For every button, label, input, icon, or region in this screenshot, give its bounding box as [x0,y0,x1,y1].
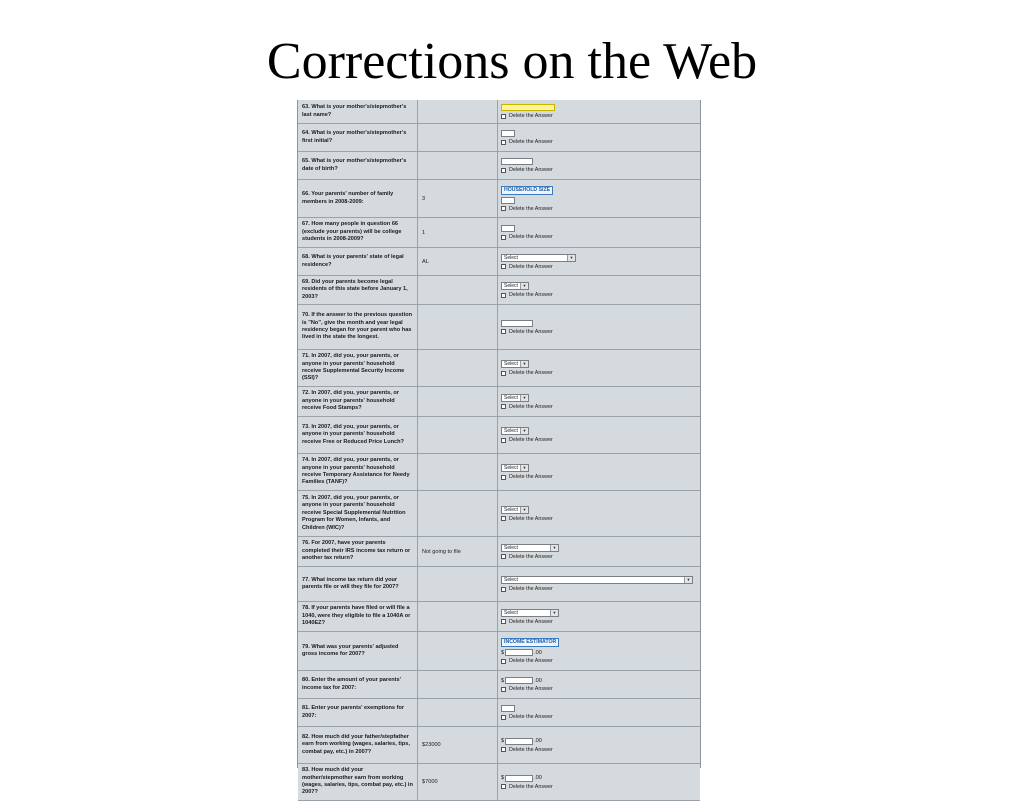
edit-cell [498,727,700,763]
delete-answer-option[interactable] [501,686,697,692]
delete-label: Delete the Answer [509,618,553,625]
delete-checkbox[interactable] [501,371,506,376]
form-row [298,602,700,632]
form-row [298,764,700,801]
delete-checkbox[interactable] [501,784,506,789]
delete-answer-option[interactable] [501,206,697,212]
edit-cell [498,276,700,304]
question-label: 67. How many people in question 66 (exclude your parents) will be college students in 2008-2009? [298,218,418,247]
question-label: 79. What was your parents' adjusted gross income for 2007? [298,632,418,670]
delete-label: Delete the Answer [509,113,553,119]
edit-cell [498,100,700,123]
edit-cell [498,491,700,536]
form-row [298,248,700,276]
current-value [418,454,498,490]
question-label: 77. What income tax return did your parents file or will they file for 2007? [298,567,418,601]
chevron-down-icon: ▼ [520,283,528,289]
select-value: Select [504,577,518,583]
delete-answer-option[interactable] [501,516,697,522]
form-row [298,417,700,454]
current-value: Not going to file [418,537,498,566]
current-value [418,567,498,601]
current-value [418,699,498,726]
delete-checkbox[interactable] [501,715,506,720]
edit-cell [498,124,700,151]
amount-field [501,649,697,656]
edit-cell [498,417,700,453]
delete-label: Delete the Answer [509,658,553,664]
answer-select[interactable] [501,609,559,617]
currency-symbol: $ [501,738,505,744]
helper-link[interactable]: INCOME ESTIMATOR [501,638,559,647]
edit-cell [498,537,700,566]
form-row [298,124,700,152]
current-value [418,305,498,349]
amount-input[interactable] [505,775,533,782]
form-row [298,276,700,305]
current-value [418,632,498,670]
edit-cell [498,218,700,247]
delete-label: Delete the Answer [509,263,553,270]
edit-cell [498,152,700,179]
question-label: 65. What is your mother's/stepmother's date of birth? [298,152,418,179]
delete-answer-option[interactable] [501,658,697,664]
question-label: 64. What is your mother's/stepmother's first initial? [298,124,418,151]
answer-select[interactable] [501,544,559,552]
delete-label: Delete the Answer [509,292,553,298]
form-row [298,727,700,764]
delete-answer-option[interactable] [501,404,697,410]
delete-label: Delete the Answer [509,714,553,720]
current-value [418,276,498,304]
form-row [298,218,700,248]
delete-label: Delete the Answer [509,234,553,240]
edit-cell [498,454,700,490]
current-value: 1 [418,218,498,247]
current-value [418,350,498,386]
form-row [298,100,700,124]
answer-select[interactable] [501,254,576,262]
form-row [298,632,700,671]
edit-cell [498,602,700,631]
current-value: $7000 [418,764,498,800]
delete-checkbox[interactable] [501,619,506,624]
delete-checkbox[interactable] [501,264,506,269]
delete-checkbox[interactable] [501,329,506,334]
delete-checkbox[interactable] [501,659,506,664]
delete-checkbox[interactable] [501,516,506,521]
question-label: 69. Did your parents become legal residents of this state before January 1, 2003? [298,276,418,304]
answer-input[interactable] [501,158,533,165]
form-row [298,180,700,218]
current-value [418,602,498,631]
amount-field [501,677,697,684]
delete-label: Delete the Answer [509,686,553,692]
delete-label: Delete the Answer [509,370,553,376]
delete-answer-option[interactable] [501,586,697,592]
select-value: Select [504,465,518,471]
current-value [418,387,498,416]
form-row [298,567,700,602]
answer-select[interactable] [501,576,693,584]
form-row [298,387,700,417]
form-row [298,152,700,180]
amount-field [501,775,697,782]
question-label: 78. If your parents have filed or will file a 1040, were they eligible to file a 1040A or 1040EZ? [298,602,418,631]
delete-label: Delete the Answer [509,167,553,173]
delete-answer-option[interactable] [501,474,697,480]
amount-field [501,738,697,745]
delete-answer-option[interactable] [501,714,697,720]
answer-select[interactable] [501,360,529,368]
helper-link[interactable]: HOUSEHOLD SIZE [501,186,553,195]
select-value: Select [504,428,518,434]
current-value [418,491,498,536]
delete-label: Delete the Answer [509,474,553,480]
delete-answer-option[interactable] [501,139,697,145]
delete-answer-option[interactable] [501,292,697,298]
question-label: 83. How much did your mother/stepmother earn from working (wages, salaries, tips, combat pay, etc.) in 2007? [298,764,418,800]
amount-input[interactable] [505,649,533,656]
edit-cell [498,248,700,275]
question-label: 63. What is your mother's/stepmother's last name? [298,100,418,123]
cents-suffix: .00 [534,738,542,744]
delete-label: Delete the Answer [509,403,553,410]
select-value: Select [504,609,518,616]
current-value: $23000 [418,727,498,763]
edit-cell [498,387,700,416]
delete-label: Delete the Answer [509,139,553,145]
form-row [298,454,700,491]
form-row [298,491,700,537]
delete-checkbox[interactable] [501,438,506,443]
delete-checkbox[interactable] [501,293,506,298]
currency-symbol: $ [501,775,505,781]
delete-label: Delete the Answer [509,328,553,335]
chevron-down-icon: ▼ [520,395,528,401]
answer-select[interactable] [501,282,529,290]
question-label: 75. In 2007, did you, your parents, or anyone in your parents' household receive Special Supplemental Nutrition Program for Women, Infants, and Children (WIC)? [298,491,418,536]
delete-answer-option[interactable] [501,234,697,240]
delete-checkbox[interactable] [501,587,506,592]
form-row [298,537,700,567]
question-label: 70. If the answer to the previous question is "No", give the month and year legal residency began for your parent who has lived in the state the longest. [298,305,418,349]
question-label: 76. For 2007, have your parents completed their IRS income tax return or another tax return? [298,537,418,566]
delete-label: Delete the Answer [509,437,553,443]
answer-select[interactable] [501,427,529,435]
chevron-down-icon: ▼ [520,428,528,434]
question-label: 80. Enter the amount of your parents' income tax for 2007: [298,671,418,698]
delete-label: Delete the Answer [509,205,553,212]
current-value [418,100,498,123]
edit-cell [498,764,700,800]
select-value: Select [504,394,518,401]
form-row [298,699,700,727]
delete-answer-option[interactable] [501,784,697,790]
question-label: 68. What is your parents' state of legal residence? [298,248,418,275]
edit-cell [498,671,700,698]
delete-label: Delete the Answer [509,746,553,753]
delete-checkbox[interactable] [501,206,506,211]
question-label: 74. In 2007, did you, your parents, or anyone in your parents' household receive Temporary Assistance for Needy Families (TANF)? [298,454,418,490]
current-value [418,417,498,453]
current-value: AL [418,248,498,275]
current-value [418,152,498,179]
fafsa-correction-form [297,100,701,796]
delete-label: Delete the Answer [509,783,553,790]
chevron-down-icon: ▼ [520,507,528,513]
form-row [298,671,700,699]
answer-input[interactable] [501,225,515,232]
delete-answer-option[interactable] [501,554,697,560]
form-row [298,350,700,387]
delete-checkbox[interactable] [501,114,506,119]
amount-input[interactable] [505,677,533,684]
select-value: Select [504,361,518,367]
edit-cell [498,567,700,601]
cents-suffix: .00 [534,775,542,781]
cents-suffix: .00 [534,649,542,656]
chevron-down-icon: ▼ [520,465,528,471]
delete-checkbox[interactable] [501,747,506,752]
answer-input[interactable] [501,705,515,712]
answer-input[interactable] [501,104,555,111]
answer-select[interactable] [501,394,529,402]
question-label: 72. In 2007, did you, your parents, or anyone in your parents' household receive Food Stamps? [298,387,418,416]
delete-checkbox[interactable] [501,235,506,240]
question-label: 81. Enter your parents' exemptions for 2007: [298,699,418,726]
currency-symbol: $ [501,649,505,656]
question-label: 71. In 2007, did you, your parents, or anyone in your parents' household receive Supplemental Security Income (SSI)? [298,350,418,386]
current-value: 3 [418,180,498,217]
delete-answer-option[interactable] [501,437,697,443]
chevron-down-icon: ▼ [520,361,528,367]
answer-input[interactable] [501,197,515,204]
currency-symbol: $ [501,677,505,684]
form-row [298,305,700,350]
delete-checkbox[interactable] [501,140,506,145]
delete-label: Delete the Answer [509,515,553,522]
edit-cell [498,305,700,349]
current-value [418,671,498,698]
slide-title: Corrections on the Web [266,33,758,90]
delete-checkbox[interactable] [501,168,506,173]
edit-cell [498,632,700,670]
delete-answer-option[interactable] [501,747,697,753]
cents-suffix: .00 [534,677,542,684]
delete-answer-option[interactable] [501,619,697,625]
chevron-down-icon: ▼ [567,255,575,261]
answer-input[interactable] [501,320,533,327]
delete-answer-option[interactable] [501,264,697,270]
edit-cell [498,350,700,386]
edit-cell [498,180,700,217]
select-value: Select [504,506,518,513]
select-value: Select [504,544,518,551]
edit-cell [498,699,700,726]
select-value: Select [504,283,518,289]
question-label: 82. How much did your father/stepfather earn from working (wages, salaries, tips, combat pay, etc.) in 2007? [298,727,418,763]
delete-answer-option[interactable] [501,113,697,119]
answer-select[interactable] [501,506,529,514]
delete-answer-option[interactable] [501,370,697,376]
current-value [418,124,498,151]
delete-checkbox[interactable] [501,554,506,559]
delete-answer-option[interactable] [501,329,697,335]
delete-checkbox[interactable] [501,475,506,480]
chevron-down-icon: ▼ [550,610,558,616]
question-label: 73. In 2007, did you, your parents, or anyone in your parents' household receive Free or Reduced Price Lunch? [298,417,418,453]
delete-checkbox[interactable] [501,404,506,409]
delete-label: Delete the Answer [509,553,553,560]
answer-select[interactable] [501,464,529,472]
answer-input[interactable] [501,130,515,137]
delete-answer-option[interactable] [501,167,697,173]
delete-label: Delete the Answer [509,586,553,592]
delete-checkbox[interactable] [501,687,506,692]
amount-input[interactable] [505,738,533,745]
question-label: 66. Your parents' number of family members in 2008-2009: [298,180,418,217]
chevron-down-icon: ▼ [550,545,558,551]
select-value: Select [504,254,518,261]
chevron-down-icon: ▼ [684,577,692,583]
